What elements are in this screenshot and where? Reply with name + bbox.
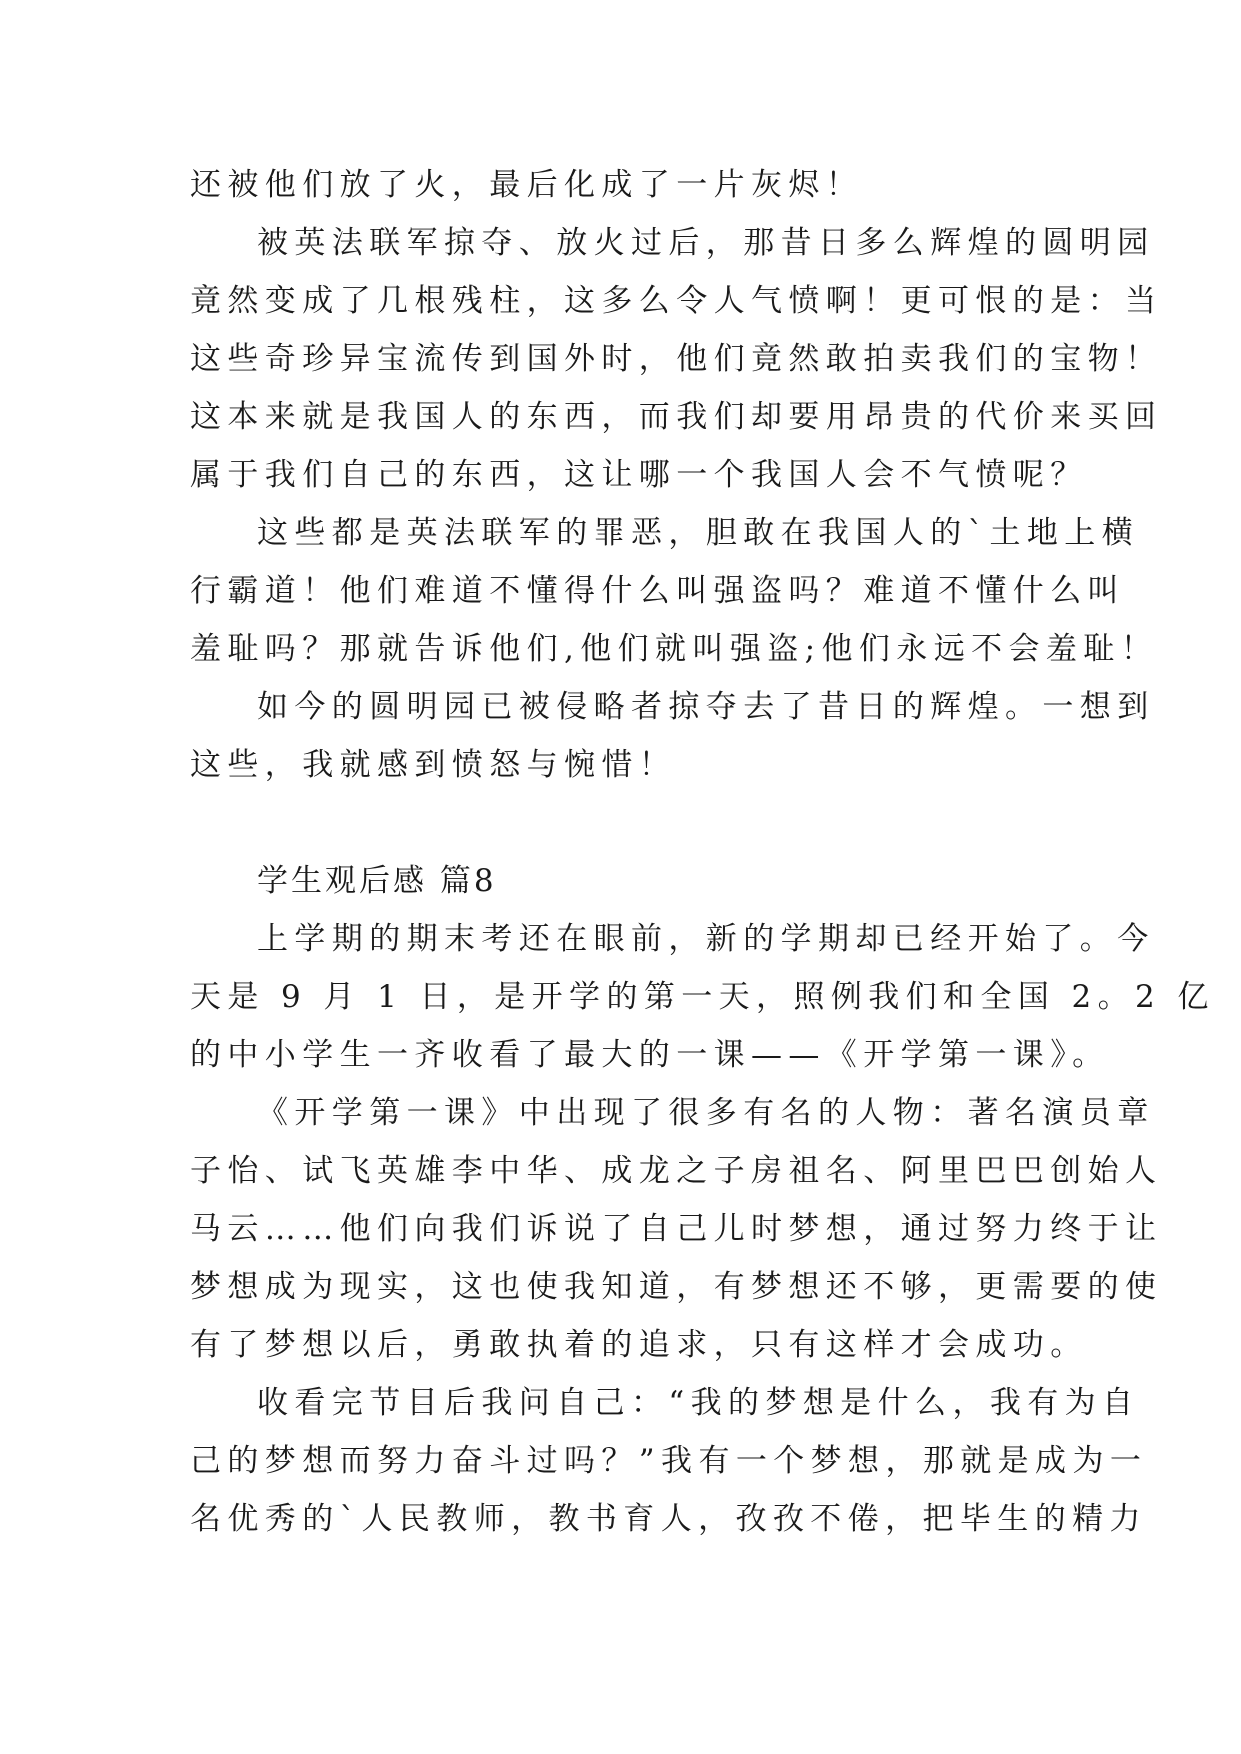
paragraph-line: 这些，我就感到愤怒与惋惜！ bbox=[190, 747, 677, 783]
paragraph-line: 子怡、试飞英雄李中华、成龙之子房祖名、阿里巴巴创始人 bbox=[190, 1153, 1163, 1189]
paragraph-line: 的中小学生一齐收看了最大的一课——《开学第一课》。 bbox=[190, 1037, 1110, 1073]
paragraph-line: 梦想成为现实，这也使我知道，有梦想还不够，更需要的使 bbox=[190, 1269, 1163, 1305]
paragraph-line: 上学期的期末考还在眼前，新的学期却已经开始了。今 bbox=[257, 921, 1155, 957]
paragraph-line: 行霸道！他们难道不懂得什么叫强盗吗？难道不懂什么叫 bbox=[190, 573, 1125, 609]
paragraph-line: 如今的圆明园已被侵略者掠夺去了昔日的辉煌。一想到 bbox=[257, 689, 1155, 725]
paragraph-line: 这些奇珍异宝流传到国外时，他们竟然敢拍卖我们的宝物！ bbox=[190, 341, 1163, 377]
paragraph-line: 收看完节目后我问自己：“我的梦想是什么，我有为自 bbox=[257, 1385, 1140, 1421]
paragraph-line: 名优秀的`人民教师，教书育人，孜孜不倦，把毕生的精力 bbox=[190, 1501, 1147, 1537]
paragraph-line: 羞耻吗？那就告诉他们,他们就叫强盗;他们永远不会羞耻！ bbox=[190, 631, 1159, 667]
paragraph-line: 还被他们放了火，最后化成了一片灰烬！ bbox=[190, 167, 864, 203]
paragraph-line: 竟然变成了几根残柱，这多么令人气愤啊！更可恨的是：当 bbox=[190, 283, 1163, 319]
document-body bbox=[190, 156, 1215, 1548]
paragraph-line: 被英法联军掠夺、放火过后，那昔日多么辉煌的圆明园 bbox=[257, 225, 1155, 261]
paragraph-line: 马云……他们向我们诉说了自己儿时梦想，通过努力终于让 bbox=[190, 1211, 1163, 1247]
paragraph-line: 这些都是英法联军的罪恶，胆敢在我国人的`土地上横 bbox=[257, 515, 1140, 551]
paragraph-line: 这本来就是我国人的东西，而我们却要用昂贵的代价来买回 bbox=[190, 399, 1163, 435]
paragraph-line: 属于我们自己的东西，这让哪一个我国人会不气愤呢？ bbox=[190, 457, 1088, 493]
paragraph-line: 己的梦想而努力奋斗过吗？”我有一个梦想，那就是成为一 bbox=[190, 1443, 1148, 1479]
section-heading: 学生观后感 篇8 bbox=[257, 863, 497, 899]
blank-line bbox=[190, 794, 1062, 852]
paragraph-line: 《开学第一课》中出现了很多有名的人物：著名演员章 bbox=[257, 1095, 1155, 1131]
paragraph-line: 天是 9 月 1 日，是开学的第一天，照例我们和全国 2。2 亿 bbox=[190, 979, 1215, 1015]
paragraph-line: 有了梦想以后，勇敢执着的追求，只有这样才会成功。 bbox=[190, 1327, 1088, 1363]
